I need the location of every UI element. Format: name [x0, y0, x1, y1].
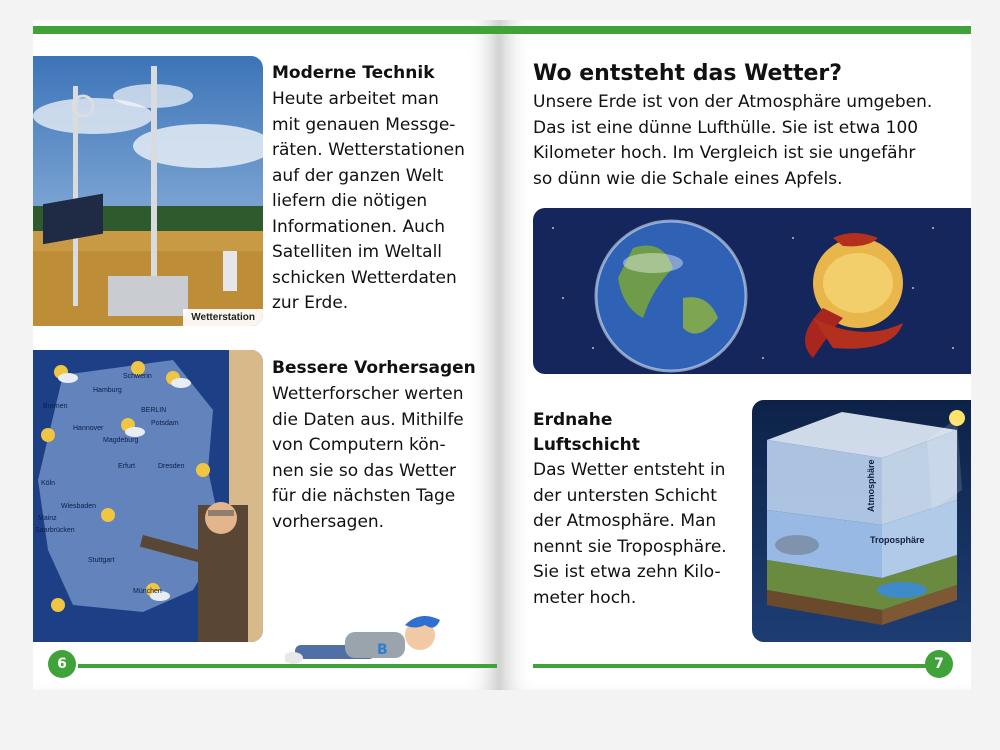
top-green-bar	[499, 26, 971, 34]
weather-map-image	[33, 350, 263, 642]
troposphere-label: Troposphäre	[870, 535, 925, 545]
svg-text:Erfurt: Erfurt	[118, 463, 136, 470]
weather-station-image	[33, 56, 263, 326]
page-number: 6	[48, 650, 76, 678]
svg-text:Stuttgart: Stuttgart	[88, 557, 115, 564]
right-page	[499, 20, 971, 690]
svg-text:B: B	[377, 642, 388, 658]
svg-text:Wiesbaden: Wiesbaden	[61, 503, 97, 510]
svg-text:Schwerin: Schwerin	[123, 373, 152, 380]
intro-text: Unsere Erde ist von der Atmosphäre umgeben. Das ist eine dünne Lufthülle. Sie ist etwa 100 Kilometer hoch. Im Vergleich ist sie ungefähr so dünn wie die Schale eines Apfels.	[533, 92, 933, 189]
section-heading-erdnahe-luftschicht: Erdnahe Luftschicht	[533, 410, 640, 455]
page-number: 7	[925, 650, 953, 678]
atmosphere-diagram	[752, 400, 971, 642]
svg-text:Hamburg: Hamburg	[93, 387, 122, 394]
svg-text:BERLIN: BERLIN	[141, 407, 167, 414]
earth-apple-image	[533, 208, 971, 374]
boy-illustration	[285, 610, 460, 672]
section-text-erdnahe-luftschicht: Das Wetter entsteht in der untersten Schicht der Atmosphäre. Man nennt sie Troposphäre. Sie ist etwa zehn Kilo- meter hoch.	[533, 460, 727, 608]
open-book	[33, 20, 971, 690]
image-caption: Wetterstation	[183, 309, 263, 326]
svg-text:Köln: Köln	[41, 480, 56, 487]
page-title: Wo entsteht das Wetter?	[533, 61, 843, 86]
bottom-green-bar	[533, 664, 926, 668]
svg-text:Magdeburg: Magdeburg	[103, 437, 139, 444]
svg-text:Mainz: Mainz	[38, 515, 57, 522]
svg-text:Hannover: Hannover	[73, 425, 104, 432]
left-page	[33, 20, 499, 690]
svg-text:Dresden: Dresden	[158, 463, 185, 470]
atmosphere-label: Atmosphäre	[866, 459, 876, 512]
svg-text:Saarbrücken: Saarbrücken	[35, 527, 75, 534]
svg-text:Potsdam: Potsdam	[151, 420, 179, 427]
bottom-green-bar	[78, 664, 497, 668]
section-heading-bessere-vorhersagen: Bessere Vorhersagen	[272, 358, 476, 378]
svg-text:München: München	[133, 588, 162, 595]
section-text-bessere-vorhersagen: Wetterforscher werten die Daten aus. Mithilfe von Computern kön- nen sie so das Wetter für die nächsten Tage vorhersagen.	[272, 384, 464, 532]
svg-text:Bremen: Bremen	[43, 403, 68, 410]
section-text-moderne-technik: Heute arbeitet man mit genauen Messge- räten. Wetterstationen auf der ganzen Welt liefern die nötigen Informationen. Auch Satelliten im Weltall schicken Wetterdaten zur Erde.	[272, 89, 465, 313]
top-green-bar	[33, 26, 499, 34]
section-heading-moderne-technik: Moderne Technik	[272, 63, 435, 83]
